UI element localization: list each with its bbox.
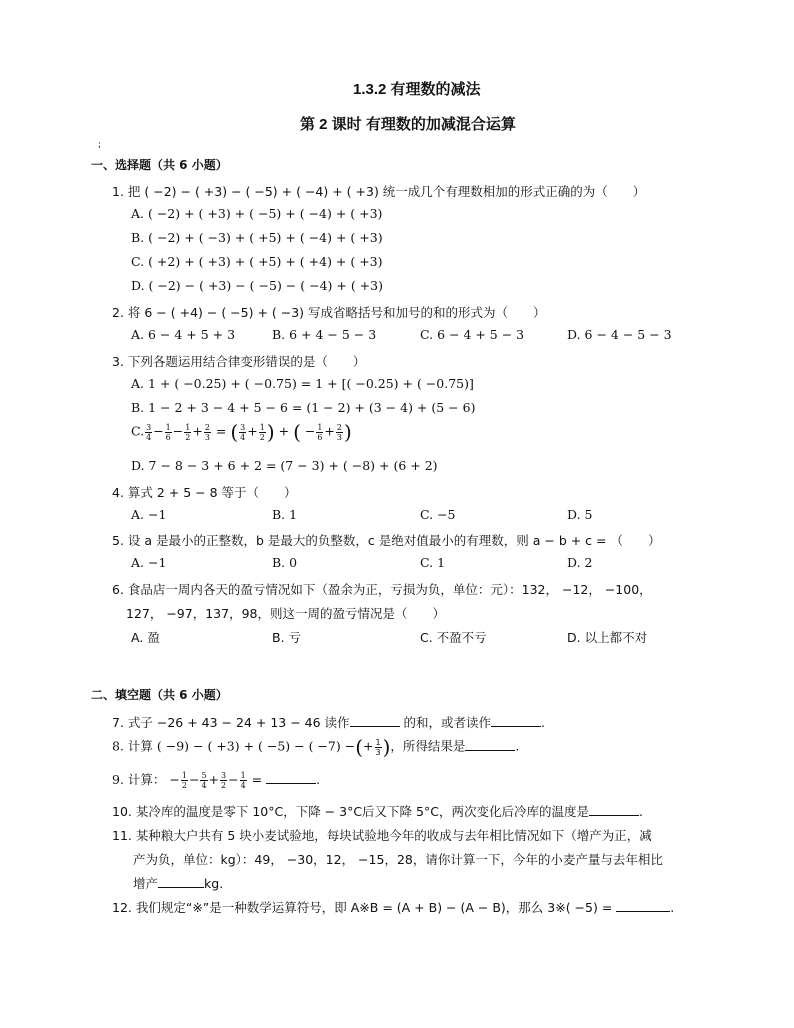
question-2-option-b[interactable]: B. 6 + 4 − 5 − 3 [272, 327, 377, 342]
question-9-equals: = [247, 772, 267, 787]
question-8: 8. 计算 ( −9) − ( +3) + ( −5) − ( −7) −(+ $\frac{1}{3}$ )，所得结果是 . [112, 735, 520, 759]
question-7-text-3: . [541, 715, 545, 730]
question-3-stem: 3. 下列各题运用结合律变形错误的是（ ） [112, 354, 366, 369]
answer-blank[interactable] [158, 875, 204, 888]
question-5-option-c[interactable]: C. 1 [420, 555, 446, 570]
question-6-option-b[interactable]: B. 亏 [272, 630, 302, 645]
lesson-subtitle: 第 2 课时 有理数的加减混合运算 [300, 116, 516, 133]
question-7-text-2: 的和，或者读作 [399, 715, 492, 730]
question-11-text-3b: kg. [204, 876, 224, 891]
fraction: $\frac{1}{2}$ [259, 422, 265, 442]
option-c-label: C. [131, 423, 145, 439]
question-4-option-c[interactable]: C. −5 [420, 507, 456, 522]
fraction: $\frac{1}{2}$ [185, 422, 191, 442]
question-2-option-d[interactable]: D. 6 − 4 − 5 − 3 [567, 327, 672, 342]
question-8-text-1: 8. 计算 ( −9) − ( +3) + ( −5) − ( −7) − [112, 738, 356, 754]
question-2-option-c[interactable]: C. 6 − 4 + 5 − 3 [420, 327, 525, 342]
question-3-option-a[interactable]: A. 1 + ( −0.25) + ( −0.75) = 1 + [( −0.25) + ( −0.75)] [131, 376, 474, 391]
question-10 [112, 802, 643, 820]
question-3-option-c[interactable]: C. $\frac{3}{4}$ − $\frac{1}{6}$ − $\frac{1}{2}$ + $\frac{2}{3}$ = ( $\frac{3}{4}$ + $\frac{1}{2}$ ) + ( − $\frac{1}{6}$ + $\frac{2}{3}$ ) [131, 420, 352, 444]
question-8-text-3: . [515, 738, 520, 754]
question-2-stem: 2. 将 6 − ( +4) − ( −5) + ( −3) 写成省略括号和加号的和的形式为（ ） [112, 305, 546, 320]
question-1-option-b[interactable]: B. ( −2) + ( −3) + ( +5) + ( −4) + ( +3) [131, 230, 383, 245]
question-5-option-d[interactable]: D. 2 [567, 555, 593, 570]
question-9-period: . [316, 772, 321, 787]
answer-blank[interactable] [616, 899, 670, 912]
question-6-option-c[interactable]: C. 不盈不亏 [420, 630, 487, 645]
question-4-option-b[interactable]: B. 1 [272, 507, 298, 522]
question-7-text-1: 7. 式子 −26 + 43 − 24 + 13 − 46 读作 [112, 715, 350, 730]
fraction: $\frac{3}{2}$ [221, 771, 227, 790]
fraction: $\frac{3}{4}$ [146, 422, 152, 442]
question-6-option-a[interactable]: A. 盈 [131, 630, 160, 645]
question-1-option-a[interactable]: A. ( −2) + ( +3) + ( −5) + ( −4) + ( +3) [131, 206, 383, 221]
fraction: $\frac{1}{3}$ [375, 737, 381, 757]
fraction: $\frac{1}{6}$ [165, 422, 171, 442]
question-4-stem: 4. 算式 2 + 5 − 8 等于（ ） [112, 485, 297, 500]
question-9: 9. 计算： − $\frac{1}{2}$ − $\frac{5}{4}$ + $\frac{3}{2}$ − $\frac{1}{4}$ = . [112, 771, 321, 790]
fraction: $\frac{3}{4}$ [240, 422, 246, 442]
question-6-stem-line1: 6. 食品店一周内各天的盈亏情况如下（盈余为正，亏损为负，单位：元）：132， −12， −100， [112, 582, 652, 597]
answer-blank[interactable] [491, 714, 541, 727]
question-2-option-a[interactable]: A. 6 − 4 + 5 + 3 [131, 327, 236, 342]
question-8-sign: + [363, 738, 374, 754]
section-heading-fill-in: 二、填空题（共 6 小题） [91, 688, 228, 702]
fraction: $\frac{1}{6}$ [317, 422, 323, 442]
answer-blank[interactable] [465, 738, 515, 751]
answer-blank[interactable] [266, 771, 316, 784]
fraction: $\frac{2}{3}$ [336, 422, 342, 442]
stray-mark: ; [98, 140, 102, 150]
fraction: $\frac{5}{4}$ [201, 771, 207, 790]
question-12 [112, 898, 674, 916]
question-6-stem-line2: 127， −97，137，98，则这一周的盈亏情况是（ ） [126, 606, 445, 621]
question-11-text-3a: 增产 [133, 876, 159, 891]
question-1-option-c[interactable]: C. ( +2) + ( +3) + ( +5) + ( +4) + ( +3) [131, 254, 383, 269]
question-1-option-d[interactable]: D. ( −2) − ( +3) − ( −5) − ( −4) + ( +3) [131, 278, 383, 293]
question-6-option-d[interactable]: D. 以上都不对 [567, 630, 648, 645]
question-11-line1: 11. 某种粮大户共有 5 块小麦试验地，每块试验地今年的收成与去年相比情况如下（增产为正，减 [112, 828, 652, 843]
question-10-text: 10. 某冷库的温度是零下 10°C，下降 − 3°C后又下降 5°C，两次变化后冷库的温度是 [112, 804, 589, 819]
fraction: $\frac{1}{4}$ [240, 771, 246, 790]
fraction: $\frac{1}{2}$ [181, 771, 187, 790]
question-5-option-b[interactable]: B. 0 [272, 555, 298, 570]
question-3-option-d[interactable]: D. 7 − 8 − 3 + 6 + 2 = (7 − 3) + ( −8) + (6 + 2) [131, 458, 438, 473]
question-10-period: . [638, 804, 643, 819]
question-5-option-a[interactable]: A. −1 [131, 555, 167, 570]
answer-blank[interactable] [350, 714, 400, 727]
question-4-option-d[interactable]: D. 5 [567, 507, 593, 522]
question-3-option-b[interactable]: B. 1 − 2 + 3 − 4 + 5 − 6 = (1 − 2) + (3 − 4) + (5 − 6) [131, 400, 476, 415]
question-5-stem: 5. 设 a 是最小的正整数，b 是最大的负整数，c 是绝对值最小的有理数，则 a − b + c = （ ） [112, 533, 661, 548]
section-heading-choice: 一、选择题（共 6 小题） [91, 158, 228, 172]
question-1-stem: 1. 把 ( −2) − ( +3) − ( −5) + ( −4) + ( +3) 统一成几个有理数相加的形式正确的为（ ） [112, 184, 646, 199]
question-11-line3 [133, 874, 223, 892]
question-11-line2: 产为负，单位：kg）：49， −30，12， −15，28，请你计算一下，今年的小麦产量与去年相比 [133, 852, 663, 867]
question-8-text-2: ，所得结果是 [390, 738, 466, 754]
lesson-title: 1.3.2 有理数的减法 [353, 81, 481, 98]
question-9-label: 9. 计算： − [112, 772, 180, 787]
question-4-option-a[interactable]: A. −1 [131, 507, 167, 522]
answer-blank[interactable] [589, 803, 639, 816]
question-12-text: 12. 我们规定“※”是一种数学运算符号，即 A※B = (A + B) − (A − B)，那么 3※( −5) = [112, 900, 617, 915]
fraction: $\frac{2}{3}$ [204, 422, 210, 442]
question-7 [112, 713, 545, 731]
question-12-period: . [670, 900, 675, 915]
